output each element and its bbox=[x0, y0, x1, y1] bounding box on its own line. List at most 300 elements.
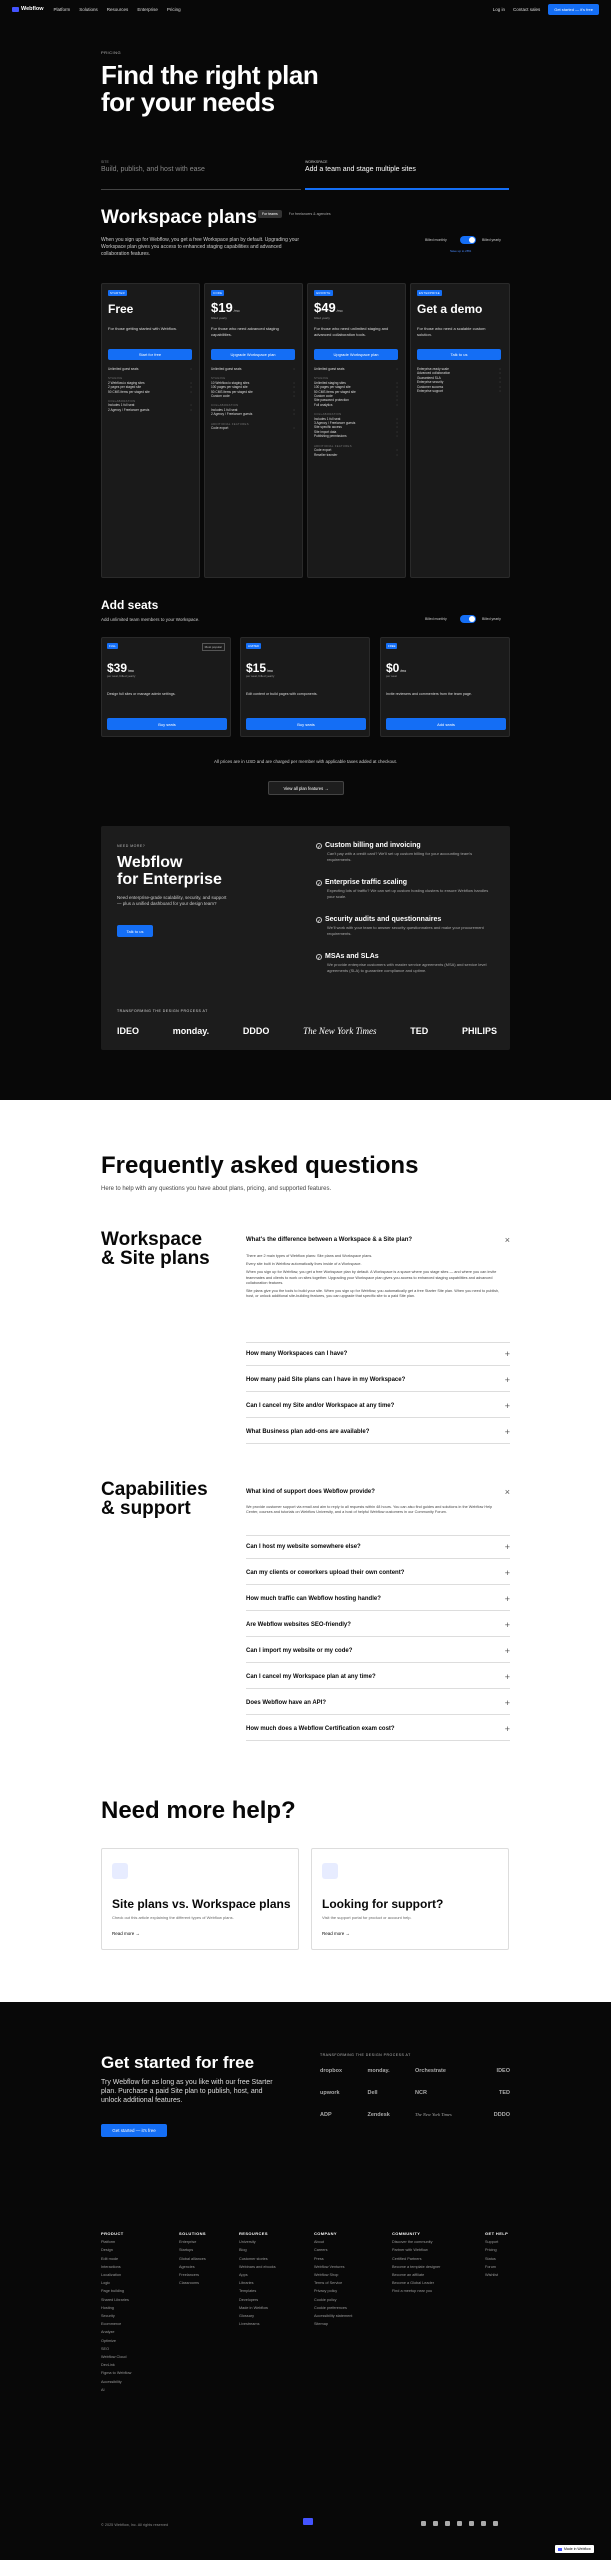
plus-icon: + bbox=[504, 1645, 510, 1656]
group-title-line2: & Site plans bbox=[101, 1248, 210, 1269]
footer-link[interactable]: Startups bbox=[179, 2248, 194, 2253]
footer-link[interactable]: Hosting bbox=[101, 2305, 114, 2310]
footer-link[interactable]: Webflow Shop bbox=[314, 2273, 339, 2278]
help-card-desc: Visit the support portal for product or account help. bbox=[322, 1915, 412, 1920]
transform-logos-label: TRANSFORMING THE DESIGN PROCESS AT bbox=[320, 2053, 411, 2057]
get-started-button[interactable]: Get started — it's free bbox=[548, 4, 599, 15]
help-title: Need more help? bbox=[101, 1797, 296, 1824]
footer-link[interactable]: Figma to Webflow bbox=[101, 2371, 132, 2376]
close-icon[interactable]: × bbox=[504, 1487, 510, 1497]
footer-link[interactable]: Discover the community bbox=[392, 2240, 433, 2245]
footer-link[interactable]: Customer stories bbox=[239, 2256, 268, 2261]
feature: Site specific access bbox=[314, 425, 342, 430]
footer-col-product bbox=[101, 2230, 131, 2394]
feature-section: STAGING bbox=[108, 376, 123, 381]
faq-question[interactable] bbox=[246, 1717, 510, 1741]
youtube-icon[interactable] bbox=[433, 2521, 438, 2526]
login-link[interactable]: Log in bbox=[492, 6, 505, 12]
plan-badge: STARTER bbox=[110, 291, 125, 295]
footer-heading: SOLUTIONS bbox=[179, 2231, 206, 2236]
copyright: © 2025 Webflow, Inc. All rights reserved bbox=[101, 2523, 169, 2527]
footer-heading: COMPANY bbox=[314, 2231, 337, 2236]
tab-workspace-kicker: WORKSPACE bbox=[305, 160, 328, 164]
footer-col-community bbox=[392, 2230, 440, 2296]
footer-link[interactable]: Terms of Service bbox=[314, 2281, 343, 2286]
logo-bbdo: DDDO bbox=[493, 2112, 510, 2118]
feature-desc: Can't pay with a credit card? We'll set up custom billing for your accounting team's requirements. bbox=[327, 851, 473, 862]
instagram-icon[interactable] bbox=[481, 2521, 486, 2526]
footer-heading: PRODUCT bbox=[101, 2231, 124, 2236]
group-title-line2: & support bbox=[101, 1498, 191, 1519]
logo-adp: ADP bbox=[320, 2112, 332, 2118]
feature: Enterprise-ready scale bbox=[417, 367, 449, 371]
plan-features: Unlimited guest seats ○ STAGING 2 Webflow.io staging sites ○ 2 pages per staged site ○ 50 CMS items per staged site ○ COLLABORATION Includes 1 full seat ○ 2 Agency / Freelancer guests ○ bbox=[108, 367, 192, 412]
filter-freelancers[interactable]: For freelancers & agencies bbox=[288, 212, 331, 216]
seat-billing: per seat bbox=[386, 674, 397, 678]
footer-link[interactable]: Become a template designer bbox=[392, 2264, 441, 2269]
faq-question[interactable] bbox=[246, 1420, 510, 1444]
feature-desc: Expecting lots of traffic? We can set up custom hosting clusters to ensure Webflow handles your scale. bbox=[327, 888, 489, 899]
help-card-plans[interactable] bbox=[101, 1848, 299, 1950]
save-note: Save up to 28% bbox=[450, 249, 472, 253]
seat-billing: per seat, billed yearly bbox=[107, 674, 136, 678]
enterprise-feature bbox=[316, 916, 496, 936]
enterprise-desc: Need enterprise-grade scalability, security, and support — plus a unified dashboard for your design team? bbox=[117, 895, 227, 906]
group-title-line1: Workspace bbox=[101, 1229, 203, 1250]
footer-link[interactable]: Analyze bbox=[101, 2330, 115, 2335]
tiktok-icon[interactable] bbox=[457, 2521, 462, 2526]
faq-answer bbox=[246, 1254, 502, 1299]
logo-bbdo: DDDO bbox=[242, 1026, 270, 1036]
question-text: Are Webflow websites SEO-friendly? bbox=[246, 1621, 351, 1628]
question-text: How much traffic can Webflow hosting handle? bbox=[246, 1595, 381, 1602]
plan-type-tabs bbox=[101, 156, 509, 190]
footer-link[interactable]: SEO bbox=[101, 2346, 110, 2351]
feature: Code export bbox=[314, 448, 332, 453]
upgrade-core-button[interactable]: Upgrade Workspace plan bbox=[211, 349, 295, 360]
footer-link[interactable]: Press bbox=[314, 2256, 324, 2261]
logo-upwork: upwork bbox=[320, 2090, 340, 2096]
feature: 2 Agency / Freelancer guests bbox=[108, 407, 150, 412]
question-text: What's the difference between a Workspace & a Site plan? bbox=[246, 1237, 413, 1243]
feature: Includes 1 full seat bbox=[108, 403, 135, 408]
faq-question-open[interactable] bbox=[246, 1480, 510, 1504]
feature-section: ADDITIONAL FEATURES bbox=[314, 443, 352, 448]
plus-icon: + bbox=[504, 1541, 510, 1552]
enterprise-feature bbox=[316, 842, 496, 862]
close-icon[interactable]: × bbox=[504, 1235, 510, 1245]
plan-price bbox=[314, 300, 343, 315]
feature: 10 Webflow.io staging sites bbox=[211, 380, 250, 385]
feature-title: Custom billing and invoicing bbox=[325, 842, 421, 849]
seats-billing-yearly: Billed yearly bbox=[482, 617, 501, 621]
footer-link[interactable]: Webflow Cloud bbox=[101, 2355, 127, 2360]
footer-link[interactable]: Webflow Ventures bbox=[314, 2264, 345, 2269]
logo-nyt: The New York Times bbox=[415, 2112, 452, 2117]
plan-badge: CORE bbox=[213, 291, 223, 295]
logo-nyt: The New York Times bbox=[303, 1026, 377, 1036]
footer-link[interactable]: Pricing bbox=[485, 2248, 497, 2253]
price-period: /mo bbox=[399, 669, 407, 673]
feature: 3 Agency / Freelancer guests bbox=[314, 421, 356, 426]
footer-link[interactable]: Design bbox=[101, 2248, 113, 2253]
webflow-footer-logo-icon[interactable] bbox=[303, 2518, 313, 2525]
footer-link[interactable]: Apps bbox=[239, 2273, 248, 2278]
footer-link[interactable]: Webinars and ebooks bbox=[239, 2264, 276, 2269]
footer-link[interactable]: Wishlist bbox=[485, 2273, 499, 2278]
webflow-badge-icon bbox=[558, 2548, 562, 2551]
seat-price bbox=[246, 661, 273, 675]
feature: Full analytics bbox=[314, 402, 333, 407]
feature: Code export bbox=[211, 426, 229, 431]
feature: 50 CMS items per staged site bbox=[211, 389, 253, 394]
footer-link[interactable]: Libraries bbox=[239, 2281, 254, 2286]
logo-zendesk: Zendesk bbox=[367, 2112, 390, 2118]
question-text: Can I cancel my Workspace plan at any time? bbox=[246, 1673, 376, 1680]
footer-link[interactable]: Partner with Webflow bbox=[392, 2248, 428, 2253]
footer-col-resources bbox=[239, 2230, 276, 2328]
start-free-button[interactable]: Start for free bbox=[108, 349, 192, 360]
footer-col-help bbox=[485, 2230, 508, 2279]
seat-card-full bbox=[101, 637, 231, 737]
get-started-free-button[interactable]: Get started — it's free bbox=[101, 2124, 167, 2137]
made-in-webflow-badge[interactable] bbox=[555, 2545, 594, 2553]
help-card-desc: Check out this article explaining the different types of Webflow plans. bbox=[112, 1915, 234, 1920]
feature: Advanced collaboration bbox=[417, 371, 451, 376]
seat-desc: Edit content or build pages with components. bbox=[246, 692, 318, 696]
price-value: $19 bbox=[211, 300, 233, 315]
seat-badge: FREE bbox=[388, 644, 396, 648]
faq-question[interactable] bbox=[246, 1639, 510, 1663]
nav-pricing[interactable]: Pricing bbox=[166, 6, 181, 12]
hero-title bbox=[101, 62, 318, 116]
plan-badge: ENTERPRISE bbox=[419, 291, 440, 295]
feature: Publishing permissions bbox=[314, 434, 347, 439]
billing-toggle[interactable] bbox=[460, 236, 476, 244]
plan-desc: For those who need a scalable custom solution. bbox=[417, 326, 486, 337]
price-value: $15 bbox=[246, 661, 267, 675]
plan-price bbox=[211, 300, 240, 315]
plus-icon: + bbox=[504, 1671, 510, 1682]
seats-subtitle: Add unlimited team members to your Workspace. bbox=[101, 617, 200, 622]
footer-link[interactable]: DevLink bbox=[101, 2363, 115, 2368]
facebook-icon[interactable] bbox=[493, 2521, 498, 2526]
answer-paragraph: Site plans give you the tools to build your site. When you sign up for Webflow, you automatically get a free Starter Site plan. When you need to publish, host, or unlock additional site-building features, you can upgrade that specific site to a paid Site plan. bbox=[246, 1289, 500, 1299]
price-period: /mo bbox=[266, 669, 273, 673]
footer-link[interactable]: AI bbox=[101, 2387, 105, 2392]
view-all-features-button[interactable]: View all plan features → bbox=[268, 781, 344, 795]
enterprise-panel bbox=[101, 826, 510, 1050]
plan-desc: For those who need advanced staging capabilities. bbox=[211, 326, 279, 337]
feature: Custom code bbox=[314, 394, 333, 399]
footer-link[interactable]: Made in Webflow bbox=[239, 2305, 269, 2310]
footer-link[interactable]: Optimize bbox=[101, 2338, 116, 2343]
enterprise-talk-button[interactable]: Talk to us bbox=[117, 925, 153, 937]
faq-question[interactable] bbox=[246, 1368, 510, 1392]
footer-link[interactable]: Find a meetup near you bbox=[392, 2289, 433, 2294]
plus-icon: + bbox=[504, 1723, 510, 1734]
check-icon: ✓ bbox=[317, 880, 321, 886]
support-icon bbox=[322, 1863, 338, 1879]
plus-icon: + bbox=[504, 1593, 510, 1604]
footer-heading: COMMUNITY bbox=[392, 2231, 421, 2236]
footer-link[interactable]: Blog bbox=[239, 2248, 247, 2253]
seat-badge: FULL bbox=[109, 644, 116, 648]
plus-icon: + bbox=[504, 1426, 510, 1437]
feature: 100 pages per staged site bbox=[211, 385, 248, 390]
footer-col-company bbox=[314, 2230, 352, 2328]
footer-link[interactable]: Global alliances bbox=[179, 2256, 206, 2261]
seat-card-free bbox=[380, 637, 510, 737]
add-seats-button[interactable]: Add seats bbox=[386, 718, 506, 730]
nav-enterprise[interactable]: Enterprise bbox=[137, 6, 158, 12]
footer-link[interactable]: Page building bbox=[101, 2289, 125, 2294]
faq-question[interactable] bbox=[246, 1613, 510, 1637]
get-started-title: Get started for free bbox=[101, 2053, 255, 2072]
feature: Unlimited guest seats bbox=[108, 367, 139, 371]
enterprise-title-line1: Webflow bbox=[117, 854, 183, 871]
buy-limited-seats-button[interactable]: Buy seats bbox=[246, 718, 366, 730]
logo-monday: monday. bbox=[367, 2068, 390, 2074]
question-text: How much does a Webflow Certification exam cost? bbox=[246, 1725, 395, 1732]
plan-desc: For those getting started with Webflow. bbox=[108, 326, 177, 331]
seat-price bbox=[107, 661, 134, 675]
footer-link[interactable]: Interactions bbox=[101, 2264, 121, 2269]
feature-section: COLLABORATION bbox=[108, 399, 136, 404]
logo-dell: Dell bbox=[367, 2090, 378, 2096]
top-nav bbox=[0, 0, 611, 18]
logo-ncr: NCR bbox=[415, 2090, 427, 2096]
footer-link[interactable]: Cookie policy bbox=[314, 2297, 337, 2302]
feature-section: STAGING bbox=[211, 376, 226, 381]
faq-question[interactable] bbox=[246, 1342, 510, 1366]
footer-link[interactable]: Shared Libraries bbox=[101, 2297, 129, 2302]
footer-link[interactable]: Privacy policy bbox=[314, 2289, 338, 2294]
footer-link[interactable]: University bbox=[239, 2240, 256, 2245]
question-text: Can I host my website somewhere else? bbox=[246, 1543, 361, 1550]
answer-paragraph: We provide customer support via email and aim to reply to all requests within 48 hours. You can also find guides and solutions in the Webflow Help Center, courses and tutorials on Webflow University, and a host of helpful Webflow customers in our Community Forum. bbox=[246, 1505, 493, 1515]
plan-name: Get a demo bbox=[417, 302, 483, 316]
question-text: Can I cancel my Site and/or Workspace at any time? bbox=[246, 1402, 395, 1409]
faq-question-open[interactable] bbox=[246, 1228, 510, 1252]
plus-icon: + bbox=[504, 1697, 510, 1708]
footer-link[interactable]: Edit mode bbox=[101, 2256, 119, 2261]
plan-features: Unlimited guest seats ○ STAGING Unlimited staging sites ○ 100 pages per staged site ○ 50 CMS items per staged site ○ Custom code ○ Site password protection ○ Full analytics ○ COLLABORATION Includes 1 full seat ○ 3 Agency / Freelancer guests ○ Site specific access ○ Site import data ○ Publishing permissions ○ ADDITIONAL FEATURES Code export ○ Reseller transfer ○ bbox=[314, 367, 398, 457]
feature: Guaranteed SLA bbox=[417, 375, 441, 380]
footer-link[interactable]: Enterprise bbox=[179, 2240, 197, 2245]
footer-link[interactable]: About bbox=[314, 2240, 324, 2245]
pricing-note: All prices are in USD and are charged per member with applicable taxes added at checkout. bbox=[213, 759, 398, 764]
plan-name: Free bbox=[108, 302, 134, 316]
hero-title-line2: for your needs bbox=[101, 87, 275, 117]
plan-card-core bbox=[204, 283, 303, 578]
footer-link[interactable]: Classrooms bbox=[179, 2281, 200, 2286]
seats-title: Add seats bbox=[101, 598, 159, 612]
logo-orchestrate: Orchestrate bbox=[415, 2068, 446, 2074]
logo-ted: TED bbox=[499, 2090, 510, 2096]
faq-question[interactable] bbox=[246, 1587, 510, 1611]
enterprise-feature bbox=[316, 879, 496, 899]
footer-link[interactable]: Become a Global Leader bbox=[392, 2281, 435, 2286]
answer-paragraph: There are 2 main types of Webflow plans: Site plans and Workspace plans. bbox=[246, 1254, 373, 1258]
feature-desc: We provide enterprise customers with master service agreements (MSA) and service level agreements (SLA) to guarantee compliance and uptime. bbox=[327, 962, 487, 973]
faq-subtitle: Here to help with any questions you have about plans, pricing, and supported features. bbox=[101, 1186, 332, 1192]
feature: 50 CMS items per staged site bbox=[314, 389, 356, 394]
footer-link[interactable]: Livestreams bbox=[239, 2322, 260, 2327]
logo-monday: monday. bbox=[172, 1026, 210, 1036]
answer-paragraph: Every site built in Webflow automatically lives inside of a Workspace. bbox=[246, 1262, 362, 1267]
footer-link[interactable]: Forum bbox=[485, 2264, 496, 2269]
footer-link[interactable]: Support bbox=[485, 2240, 499, 2245]
plus-icon: + bbox=[504, 1619, 510, 1630]
price-value: $49 bbox=[314, 300, 336, 315]
social-links bbox=[421, 2521, 498, 2526]
seat-desc: Design full sites or manage admin settings. bbox=[107, 692, 176, 696]
faq-group-workspace-title bbox=[101, 1230, 210, 1268]
price-period: /mo bbox=[127, 669, 134, 673]
pinterest-icon[interactable] bbox=[469, 2521, 474, 2526]
footer-heading: GET HELP bbox=[485, 2231, 509, 2236]
nav-platform[interactable]: Platform bbox=[53, 6, 71, 12]
logo-strip bbox=[117, 1026, 497, 1036]
feature: Site password protection bbox=[314, 398, 349, 403]
question-text: Can I import my website or my code? bbox=[246, 1647, 353, 1654]
footer-link[interactable]: Careers bbox=[314, 2248, 328, 2253]
price-value: $0 bbox=[386, 661, 400, 675]
faq-question[interactable] bbox=[246, 1691, 510, 1715]
group-title-line1: Capabilities bbox=[101, 1479, 208, 1500]
feature: Customer success bbox=[417, 384, 444, 389]
footer-link[interactable]: Agencies bbox=[179, 2264, 195, 2269]
footer-link[interactable]: Become an affiliate bbox=[392, 2273, 425, 2278]
footer-link[interactable]: Sitemap bbox=[314, 2322, 328, 2327]
price-value: $39 bbox=[107, 661, 128, 675]
filter-teams[interactable]: For teams bbox=[258, 210, 282, 218]
footer-link[interactable]: Templates bbox=[239, 2289, 257, 2294]
faq-answer bbox=[246, 1505, 502, 1515]
seats-billing-toggle[interactable] bbox=[460, 615, 476, 623]
seat-billing: per seat, billed yearly bbox=[246, 674, 275, 678]
footer-link[interactable]: Cookie preferences bbox=[314, 2305, 347, 2310]
feature: Includes 1 full seat bbox=[314, 416, 341, 421]
plan-card-growth bbox=[307, 283, 406, 578]
get-started-desc: Try Webflow for as long as you like with our free Starter plan. Purchase a paid Site plan to publish, host, and unlock additional features. bbox=[101, 2079, 273, 2104]
contact-link[interactable]: Contact sales bbox=[512, 6, 541, 12]
footer-link[interactable]: Accessibility statement bbox=[314, 2314, 353, 2319]
document-icon bbox=[112, 1863, 128, 1879]
feature: Unlimited guest seats bbox=[211, 367, 242, 371]
plan-card-starter bbox=[101, 283, 200, 578]
feature: Enterprise support bbox=[417, 389, 444, 394]
footer-link[interactable]: Security bbox=[101, 2314, 115, 2319]
footer-link[interactable]: Glossary bbox=[239, 2314, 254, 2319]
feature: Includes 1 full seat bbox=[211, 407, 238, 412]
logo-ideo: IDEO bbox=[496, 2068, 510, 2074]
faq-title: Frequently asked questions bbox=[101, 1152, 419, 1179]
check-icon: ✓ bbox=[317, 954, 321, 960]
price-period: /mo bbox=[335, 309, 343, 313]
buy-full-seats-button[interactable]: Buy seats bbox=[107, 718, 227, 730]
help-card-support[interactable] bbox=[311, 1848, 509, 1950]
most-popular-tag: Most popular bbox=[202, 643, 225, 651]
enterprise-feature bbox=[316, 953, 496, 973]
feature: Reseller transfer bbox=[314, 452, 338, 457]
brand-logo[interactable] bbox=[12, 6, 44, 12]
linkedin-icon[interactable] bbox=[421, 2521, 426, 2526]
tab-site[interactable] bbox=[101, 156, 301, 190]
footer-link[interactable]: Developers bbox=[239, 2297, 259, 2302]
footer-link[interactable]: Accessibility bbox=[101, 2379, 122, 2384]
read-more-link[interactable]: Read more → bbox=[322, 1931, 351, 1936]
plan-billing: billed yearly bbox=[211, 316, 227, 320]
tab-workspace[interactable] bbox=[305, 156, 509, 190]
tab-site-kicker: SITE bbox=[101, 160, 109, 164]
nav-resources[interactable]: Resources bbox=[106, 6, 129, 12]
footer-col-solutions bbox=[179, 2230, 206, 2287]
plus-icon: + bbox=[504, 1348, 510, 1359]
enterprise-title bbox=[117, 854, 222, 888]
feature: Enterprise security bbox=[417, 380, 444, 385]
question-text: How many paid Site plans can I have in my Workspace? bbox=[246, 1376, 406, 1383]
plus-icon: + bbox=[504, 1567, 510, 1578]
billing-monthly-label: Billed monthly bbox=[425, 238, 447, 242]
feature-section: STAGING bbox=[314, 376, 329, 381]
footer-link[interactable]: Platform bbox=[101, 2240, 116, 2245]
question-text: Does Webflow have an API? bbox=[246, 1699, 327, 1706]
partner-logo-grid bbox=[320, 2068, 510, 2118]
seat-desc: Invite reviewers and commenters from the team page. bbox=[386, 692, 472, 696]
feature-section: ADDITIONAL FEATURES bbox=[211, 421, 249, 426]
feature-title: Enterprise traffic scaling bbox=[325, 879, 408, 886]
question-text: What kind of support does Webflow provide? bbox=[246, 1489, 375, 1495]
workspace-title: Workspace plans bbox=[101, 207, 257, 228]
hero-title-line1: Find the right plan bbox=[101, 60, 319, 90]
enterprise-eyebrow: NEED MORE? bbox=[117, 844, 146, 848]
feature: 100 pages per staged site bbox=[314, 385, 351, 390]
footer-link[interactable]: Ecommerce bbox=[101, 2322, 122, 2327]
x-icon[interactable] bbox=[445, 2521, 450, 2526]
faq-question[interactable] bbox=[246, 1665, 510, 1689]
talk-to-us-button[interactable]: Talk to us bbox=[417, 349, 501, 360]
feature-section: COLLABORATION bbox=[314, 412, 342, 417]
feature: Site import data bbox=[314, 429, 337, 434]
tab-site-text: Build, publish, and host with ease bbox=[101, 166, 205, 173]
footer-link[interactable]: Freelancers bbox=[179, 2273, 200, 2278]
plan-features: Unlimited guest seats ○ STAGING 10 Webflow.io staging sites ○ 100 pages per staged site ○ 50 CMS items per staged site ○ Custom code ○ COLLABORATION Includes 1 full seat ○ 2 Agency / Freelancer guests ○ ADDITIONAL FEATURES Code export ○ bbox=[211, 367, 295, 431]
faq-question[interactable] bbox=[246, 1535, 510, 1559]
footer-link[interactable]: Localization bbox=[101, 2273, 122, 2278]
logo-ideo: IDEO bbox=[117, 1026, 140, 1036]
question-text: Can my clients or coworkers upload their own content? bbox=[246, 1569, 405, 1576]
answer-paragraph: When you sign up for Webflow, you get a free Workspace plan by default. A Workspace is a space where you stage sites — and where you can invite teammates and clients to work on sites together. Upgrading your Workspace plan gives you access to enhanced staging capabilities and advanced collaboration features. bbox=[246, 1270, 497, 1285]
help-card-title: Looking for support? bbox=[322, 1897, 444, 1911]
seats-billing-monthly: Billed monthly bbox=[425, 617, 447, 621]
read-more-link[interactable]: Read more → bbox=[112, 1931, 141, 1936]
question-text: What Business plan add-ons are available? bbox=[246, 1428, 370, 1435]
faq-question[interactable] bbox=[246, 1394, 510, 1418]
workspace-description: When you sign up for Webflow, you get a free Workspace plan by default. Upgrading your Workspace plan gives you access to enhanced staging capabilities and advanced collaboration features. bbox=[101, 237, 299, 257]
footer-link[interactable]: Logic bbox=[101, 2281, 111, 2286]
logo-philips: PHILIPS bbox=[461, 1026, 497, 1036]
upgrade-growth-button[interactable]: Upgrade Workspace plan bbox=[314, 349, 398, 360]
footer-link[interactable]: Certified Partners bbox=[392, 2256, 422, 2261]
nav-solutions[interactable]: Solutions bbox=[79, 6, 98, 12]
feature: Unlimited staging sites bbox=[314, 380, 346, 385]
faq-question[interactable] bbox=[246, 1561, 510, 1585]
price-period: /mo bbox=[232, 309, 240, 313]
check-icon: ✓ bbox=[317, 917, 321, 923]
footer-link[interactable]: Status bbox=[485, 2256, 496, 2261]
